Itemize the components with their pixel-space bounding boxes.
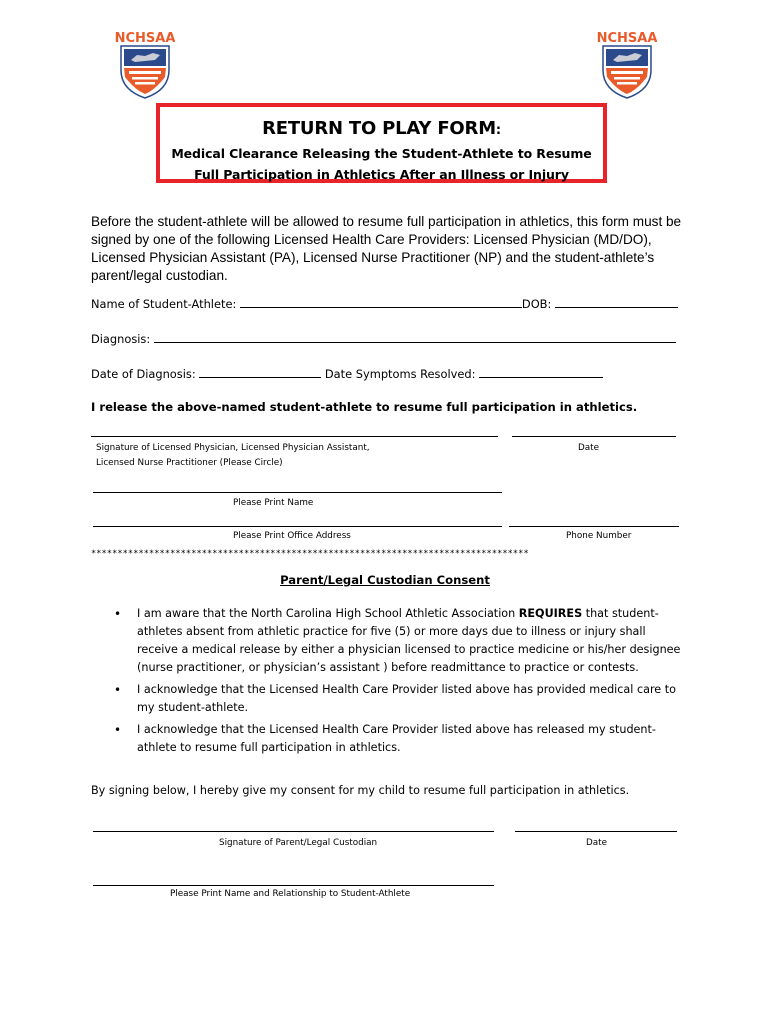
parent-print-name-line[interactable] [93,885,494,886]
parent-signature-line[interactable] [93,831,494,832]
provider-office-address-line[interactable] [93,526,502,527]
provider-signature-caption-line-1: Signature of Licensed Physician, Licensed Physician Assistant, [96,443,370,453]
release-statement: I release the above-named student-athlete to resume full participation in athletics. [91,400,638,414]
name-dob-row [91,296,678,311]
nchsaa-logo-left [115,22,175,102]
diagnosis-label: Diagnosis: [91,332,151,346]
provider-phone-line[interactable] [509,526,679,527]
consent-bullets [114,605,684,761]
page-title: RETURN TO PLAY FORM: [262,118,501,139]
dob-label: DOB: [521,297,552,311]
name-label: Name of Student-Athlete: [91,297,237,311]
date-of-diagnosis-label: Date of Diagnosis: [91,367,196,381]
provider-phone-caption: Phone Number [566,531,632,541]
dates-row [91,366,603,381]
consent-statement: By signing below, I hereby give my consent for my child to resume full participation in athletics. [91,784,630,797]
date-of-diagnosis-field[interactable] [199,366,321,378]
subtitle-line-1: Medical Clearance Releasing the Student-Athlete to Resume [171,146,592,161]
title-box [156,103,607,183]
section-separator: *********************************************************************************** [91,549,529,559]
provider-print-name-caption: Please Print Name [233,498,314,508]
intro-paragraph: Before the student-athlete will be allowed to resume full participation in athletics, this form must be signed by one of the following Licensed Health Care Providers: Licensed Physician (MD/DO), Licensed Physician Assistant (PA), Licensed Nurse Practitioner (NP) and the student-athlete’s parent/legal custodian. [91,214,682,283]
logo-text: NCHSAA [597,31,657,46]
nchsaa-logo-right [597,22,657,102]
bullet-dot: • [114,723,122,737]
diagnosis-row [91,331,676,346]
provider-print-name-line[interactable] [93,492,502,493]
consent-bullet-3: • I acknowledge that the Licensed Health Care Provider listed above has released my student-athlete to resume full participation in athletics. [114,723,656,754]
parent-date-line[interactable] [515,831,677,832]
diagnosis-field[interactable] [154,331,676,343]
provider-signature-line[interactable] [91,436,498,437]
consent-heading: Parent/Legal Custodian Consent [280,573,490,587]
dob-field[interactable] [555,296,678,308]
date-resolved-label: Date Symptoms Resolved: [324,367,476,381]
logo-text: NCHSAA [115,31,175,46]
bullet-dot: • [114,607,122,621]
provider-office-address-caption: Please Print Office Address [233,531,351,541]
parent-date-caption: Date [586,838,608,848]
consent-bullet-2: • I acknowledge that the Licensed Health Care Provider listed above has provided medical care to my student-athlete. [114,683,676,714]
provider-signature-caption-line-2: Licensed Nurse Practitioner (Please Circle) [96,458,283,468]
date-resolved-field[interactable] [479,366,603,378]
consent-bullet-1: • I am aware that the North Carolina High School Athletic Association REQUIRES that student-athletes absent from athletic practice for five (5) or more days due to illness or injury shall receive a medical release by either a physician licensed to practice medicine or his/her designee (nurse practitioner, or physician’s assistant ) before readmittance to practice or contests. [114,607,681,674]
bullet-dot: • [114,683,122,697]
parent-print-name-caption: Please Print Name and Relationship to Student-Athlete [170,889,411,899]
page-subtitle [160,143,603,185]
subtitle-line-2: Full Participation in Athletics After an Illness or Injury [194,167,569,182]
student-name-field[interactable] [240,296,522,308]
provider-date-line[interactable] [512,436,676,437]
provider-signature-caption [96,441,370,471]
provider-date-caption: Date [578,443,600,453]
parent-signature-caption: Signature of Parent/Legal Custodian [219,838,378,848]
